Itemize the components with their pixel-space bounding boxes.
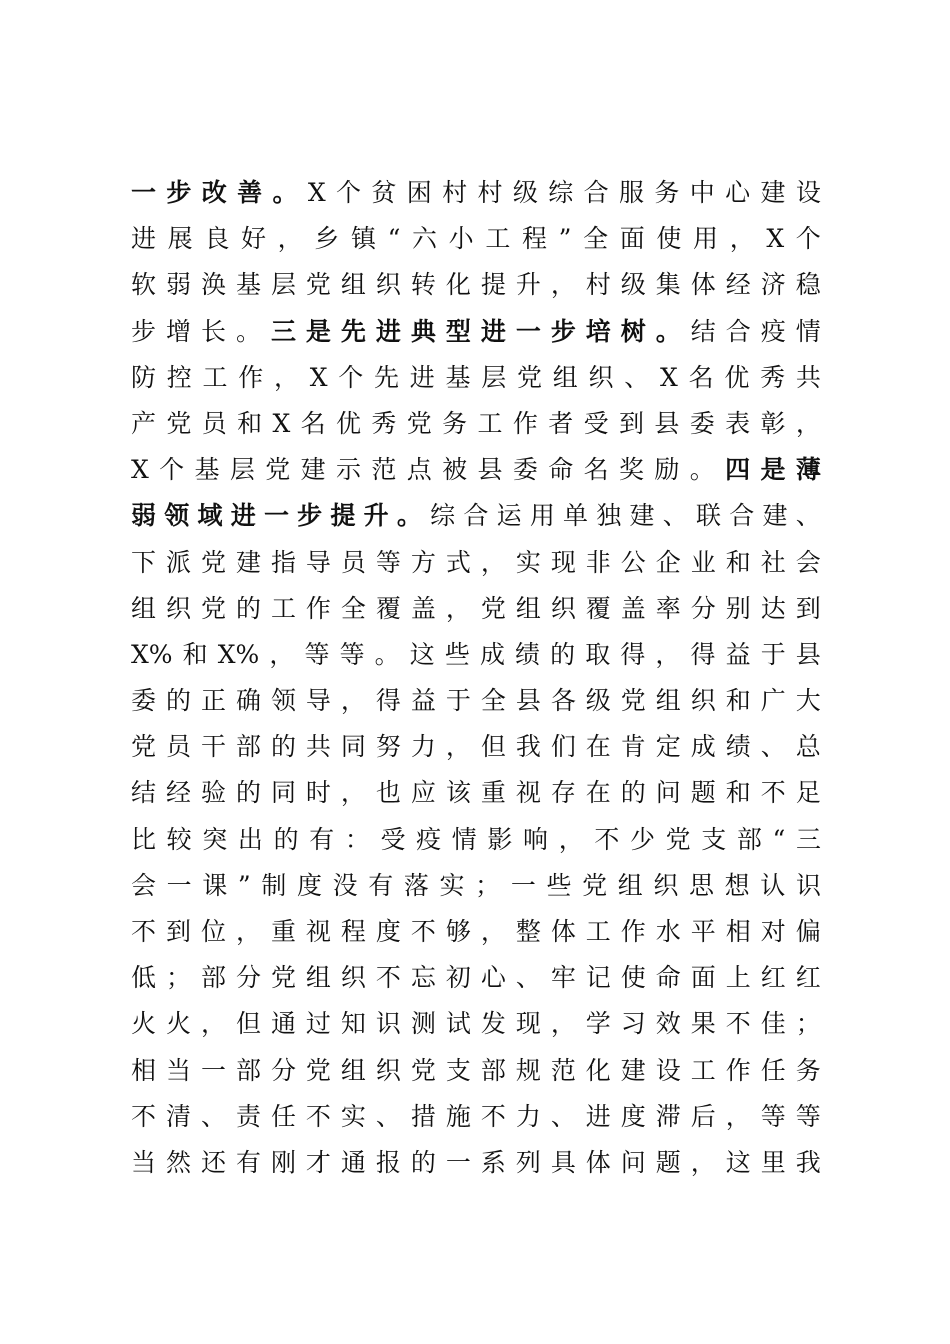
text-line: 步 增 长 。 三 是 先 进 典 型 进 一 步 培 树 。 结 合 疫 情 bbox=[131, 316, 821, 346]
text-line: 弱 领 域 进 一 步 提 升 。 综 合 运 用 单 独 建 、 联 合 建 、 bbox=[131, 501, 821, 531]
text-line: 相 当 一 部 分 党 组 织 党 支 部 规 范 化 建 设 工 作 任 务 bbox=[131, 1055, 821, 1085]
text-line: 比 较 突 出 的 有 ： 受 疫 情 影 响 ， 不 少 党 支 部 “ 三 bbox=[131, 824, 821, 854]
text-line: 不 到 位 ， 重 视 程 度 不 够 ， 整 体 工 作 水 平 相 对 偏 bbox=[131, 917, 821, 946]
body-text bbox=[131, 170, 821, 1186]
text-line: 组 织 党 的 工 作 全 覆 盖 ， 党 组 织 覆 盖 率 分 别 达 到 bbox=[131, 593, 821, 623]
text-line: X 个 基 层 党 建 示 范 点 被 县 委 命 名 奖 励 。 四 是 薄 bbox=[131, 455, 821, 485]
text-line: 低 ； 部 分 党 组 织 不 忘 初 心 、 牢 记 使 命 面 上 红 红 bbox=[131, 963, 821, 993]
text-line: 软 弱 涣 基 层 党 组 织 转 化 提 升 ， 村 级 集 体 经 济 稳 bbox=[131, 270, 821, 300]
text-line: 不 清 、 责 任 不 实 、 措 施 不 力 、 进 度 滞 后 ， 等 等 bbox=[131, 1101, 821, 1131]
text-line: 火 火 ， 但 通 过 知 识 测 试 发 现 ， 学 习 效 果 不 佳 ； bbox=[131, 1009, 821, 1039]
text-line: 防 控 工 作 ， X 个 先 进 基 层 党 组 织 、 X 名 优 秀 共 bbox=[131, 362, 821, 392]
text-line: 会 一 课 ” 制 度 没 有 落 实 ； 一 些 党 组 织 思 想 认 识 bbox=[131, 870, 821, 900]
text-line: 一 步 改 善 。 X 个 贫 困 村 村 级 综 合 服 务 中 心 建 设 bbox=[131, 178, 821, 207]
text-line: 进 展 良 好 ， 乡 镇 “ 六 小 工 程 ” 全 面 使 用 ， X 个 bbox=[131, 224, 821, 254]
text-line: 结 经 验 的 同 时 ， 也 应 该 重 视 存 在 的 问 题 和 不 足 bbox=[131, 778, 821, 808]
text-line: 当 然 还 有 刚 才 通 报 的 一 系 列 具 体 问 题 ， 这 里 我 bbox=[131, 1147, 821, 1177]
text-line: X% 和 X% ， 等 等 。 这 些 成 绩 的 取 得 ， 得 益 于 县 bbox=[131, 639, 821, 669]
text-line: 委 的 正 确 领 导 ， 得 益 于 全 县 各 级 党 组 织 和 广 大 bbox=[131, 686, 821, 716]
text-line: 产 党 员 和 X 名 优 秀 党 务 工 作 者 受 到 县 委 表 彰 ， bbox=[131, 408, 821, 438]
text-line: 党 员 干 部 的 共 同 努 力 ， 但 我 们 在 肯 定 成 绩 、 总 bbox=[131, 732, 821, 762]
text-line: 下 派 党 建 指 导 员 等 方 式 ， 实 现 非 公 企 业 和 社 会 bbox=[131, 547, 821, 577]
